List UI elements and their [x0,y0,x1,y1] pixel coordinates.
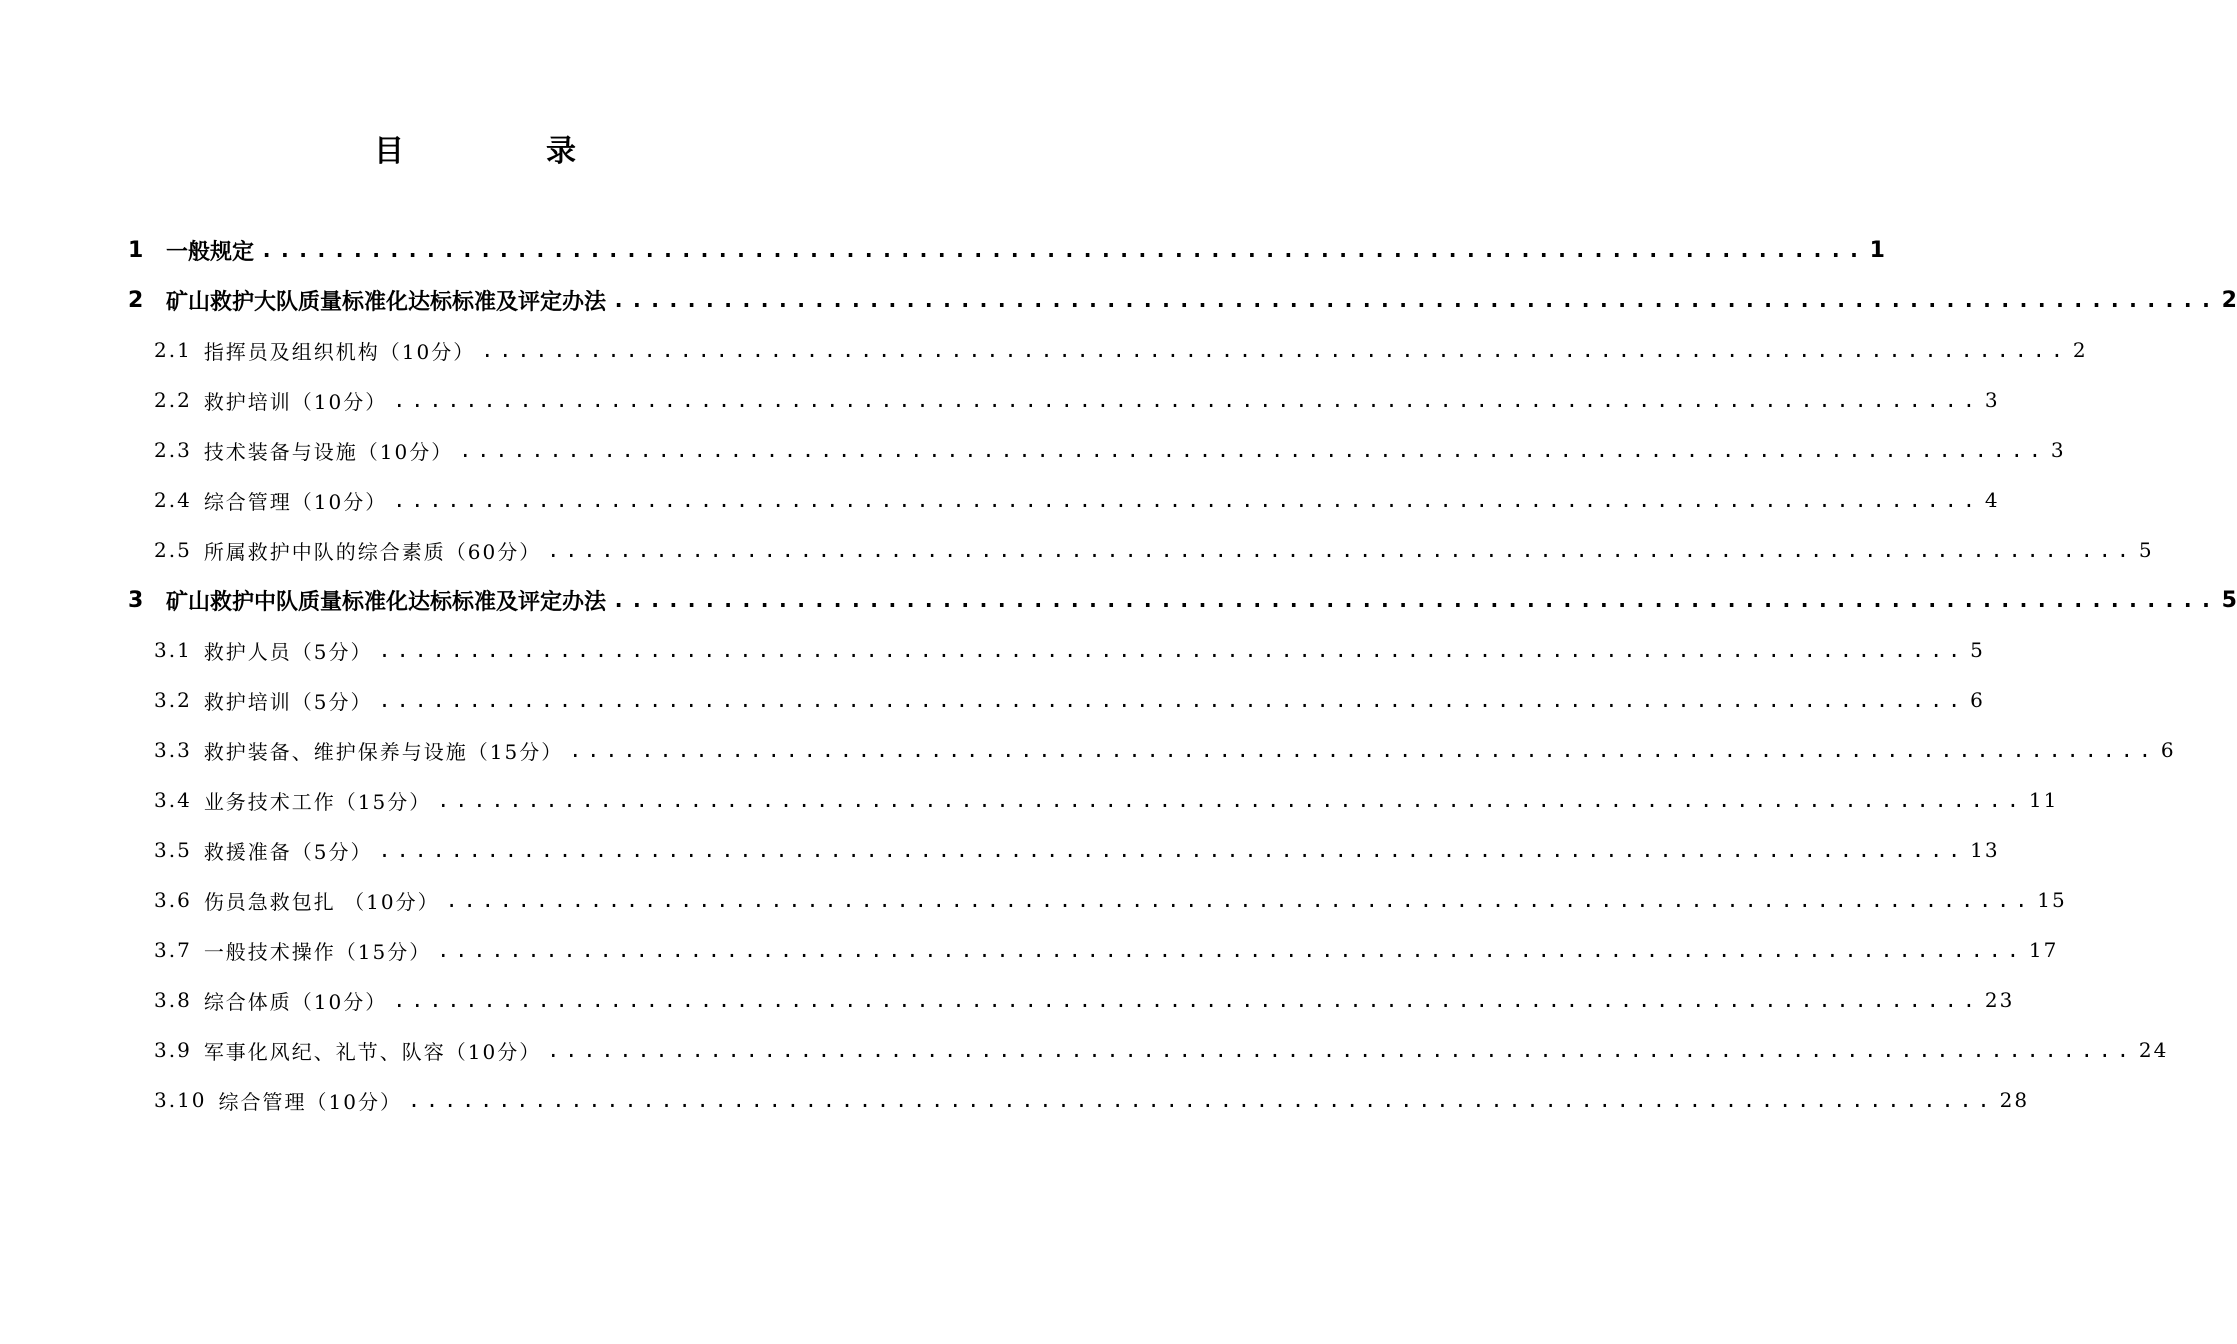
toc-entry-number: 2.1 [154,338,192,362]
toc-entry[interactable] [154,530,2154,570]
toc-entry[interactable] [154,880,2067,920]
toc-entry-number: 3.5 [154,838,192,862]
toc-entry-number: 3.7 [154,938,192,962]
toc-entry-number: 3.9 [154,1038,192,1062]
toc-leader-dots: ........................................................................................ [393,988,1981,1012]
toc-entry-title: 伤员急救包扎 （10分） [203,889,440,914]
toc-leader-dots: ........................................................................................ [481,338,2069,362]
toc-entry[interactable] [154,830,2000,870]
toc-entry-page: 5 [2138,538,2154,562]
toc-entry-page: 28 [1999,1088,2030,1112]
toc-entry[interactable] [154,680,1985,720]
toc-entry-page: 15 [2037,888,2067,912]
toc-leader-dots: ........................................................................................ [612,287,2218,313]
toc-entry[interactable] [154,1030,2169,1070]
toc-entry-title: 一般技术操作（15分） [203,939,432,964]
toc-entry-title: 综合体质（10分） [203,989,388,1014]
toc-entry-title: 综合管理（10分） [203,489,388,514]
toc-leader-dots: ........................................................................................ [378,838,1967,862]
toc-entry-page: 3 [1984,388,2000,412]
toc-entry-title: 指挥员及组织机构（10分） [203,339,476,364]
toc-entry[interactable] [154,930,2059,970]
toc-leader-dots: ........................................................................................ [612,587,2218,613]
toc-entry[interactable] [154,380,2000,420]
toc-entry[interactable] [154,1080,2030,1120]
toc-leader-dots: ........................................................................................ [393,488,1981,512]
toc-entry-page: 1 [1869,237,1885,263]
toc-entry-number: 2.2 [154,388,192,412]
toc-entry-page: 6 [2160,738,2176,762]
toc-entry-number: 3.2 [154,688,192,712]
page-title: 目 录 [374,134,632,169]
toc-entry-page: 4 [1984,488,2000,512]
toc-leader-dots: ........................................................................................ [437,788,2025,812]
toc-entry-page: 5 [1970,638,1985,662]
toc-entry-title: 救护人员（5分） [203,639,373,664]
toc-entry-title: 综合管理（10分） [218,1089,402,1114]
toc-leader-dots: ........................................................................................ [260,237,1866,263]
toc-leader-dots: ........................................................................................ [445,888,2034,912]
toc-entry-page: 6 [1970,688,1985,712]
toc-entry-number: 2.5 [154,538,192,562]
toc-entry-page: 24 [2138,1038,2169,1062]
toc-leader-dots: ........................................................................................ [569,738,2157,762]
toc-entry-page: 11 [2028,788,2059,812]
toc-entry-title: 一般规定 [166,239,255,265]
toc-entry[interactable] [128,280,2237,320]
toc-entry-page: 13 [1970,838,2000,862]
toc-entry[interactable] [154,630,1985,670]
toc-entry-title: 业务技术工作（15分） [203,789,432,814]
toc-entry-number: 3.3 [154,738,192,762]
toc-entry-page: 17 [2028,938,2059,962]
toc-entry-title: 所属救护中队的综合素质（60分） [203,539,542,564]
toc-entry[interactable] [154,780,2059,820]
toc-leader-dots: ........................................................................................ [378,638,1967,662]
toc-entry-title: 军事化风纪、礼节、队容（10分） [203,1039,542,1064]
toc-entry-title: 技术装备与设施（10分） [203,439,454,464]
toc-entry-number: 3.4 [154,788,192,812]
toc-entry-number: 3.1 [154,638,192,662]
toc-entry[interactable] [154,980,2015,1020]
toc-entry-page: 23 [1984,988,2015,1012]
toc-entry-page: 2 [2221,287,2237,313]
toc-entry-number: 2.4 [154,488,192,512]
toc-entry-number: 2 [128,287,144,313]
toc-leader-dots: ........................................................................................ [459,438,2047,462]
toc-entry[interactable] [128,230,1885,270]
toc-entry-number: 3.10 [154,1088,207,1112]
toc-entry[interactable] [154,330,2088,370]
toc-entry[interactable] [128,580,2237,620]
toc-entry-number: 1 [128,237,144,263]
toc-entry-number: 2.3 [154,438,192,462]
toc-entry-number: 3 [128,587,144,613]
toc-entry-title: 救护装备、维护保养与设施（15分） [203,739,564,764]
toc-entry-number: 3.6 [154,888,192,912]
toc-entry[interactable] [154,480,2000,520]
toc-leader-dots: ........................................................................................ [547,538,2135,562]
toc-leader-dots: ........................................................................................ [393,388,1981,412]
toc-leader-dots: ........................................................................................ [407,1088,1996,1112]
toc-entry-title: 救护培训（5分） [203,689,373,714]
toc-entry-title: 矿山救护中队质量标准化达标标准及评定办法 [166,589,607,615]
toc-entry-title: 救护培训（10分） [203,389,388,414]
toc-entry-number: 3.8 [154,988,192,1012]
toc-leader-dots: ........................................................................................ [547,1038,2135,1062]
toc-entry[interactable] [154,430,2066,470]
toc-entry-page: 2 [2072,338,2088,362]
toc-entry-title: 救援准备（5分） [203,839,373,864]
toc-leader-dots: ........................................................................................ [437,938,2025,962]
toc-entry-page: 5 [2221,587,2237,613]
toc-leader-dots: ........................................................................................ [378,688,1967,712]
toc-entry-page: 3 [2050,438,2066,462]
toc-entry-title: 矿山救护大队质量标准化达标标准及评定办法 [166,289,607,315]
toc-entry[interactable] [154,730,2176,770]
